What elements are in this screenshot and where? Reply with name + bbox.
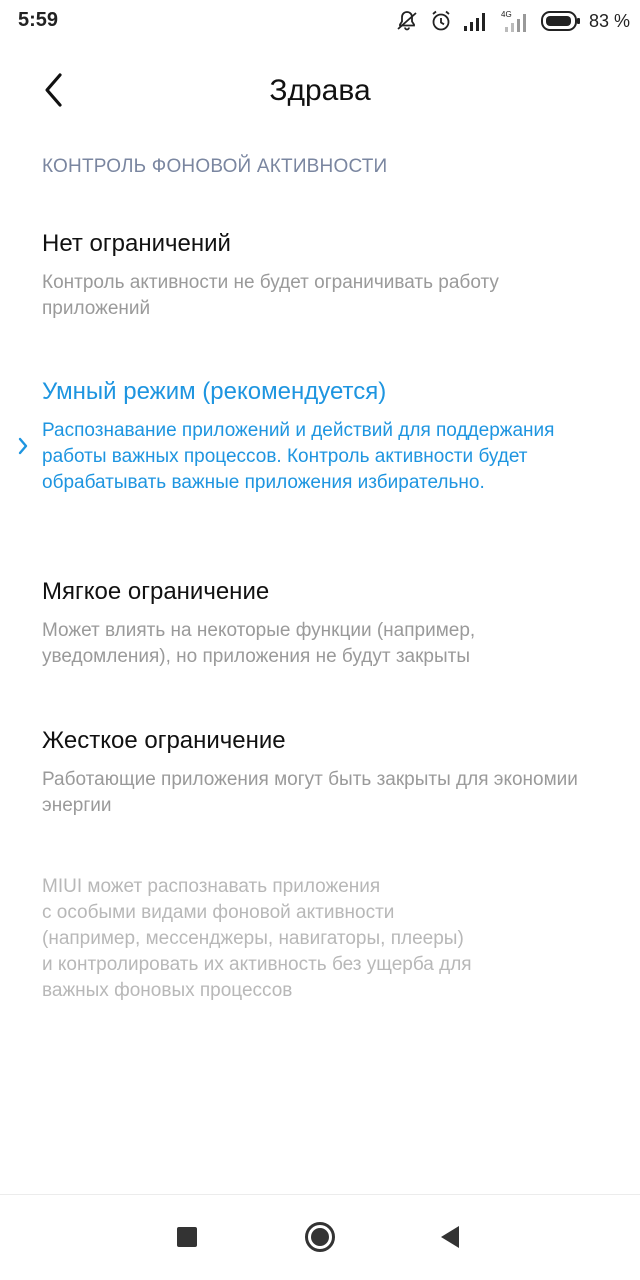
- status-icons: [395, 8, 630, 34]
- option-description: Контроль активности не будет ограничивать работу приложений: [42, 272, 499, 319]
- back-nav-button[interactable]: [428, 1217, 472, 1261]
- back-triangle-icon: [439, 1225, 461, 1254]
- signal-icon: [463, 10, 489, 32]
- home-circle-icon: [304, 1221, 336, 1258]
- alarm-icon: [429, 9, 453, 33]
- option-smart-mode[interactable]: [0, 378, 640, 528]
- section-label: КОНТРОЛЬ ФОНОВОЙ АКТИВНОСТИ: [42, 156, 388, 177]
- status-bar: [0, 0, 640, 44]
- signal-4g-icon: [499, 9, 531, 33]
- option-title: Жесткое ограничение: [42, 727, 286, 754]
- nav-bar: [0, 1195, 640, 1280]
- option-title: Мягкое ограничение: [42, 578, 270, 605]
- status-time: 5:59: [18, 9, 59, 31]
- mute-notifications-icon: [395, 9, 419, 33]
- recents-square-icon: [176, 1226, 198, 1253]
- option-strict-restriction[interactable]: [0, 727, 640, 827]
- battery-percent: 83 %: [588, 10, 630, 31]
- option-description: Может влиять на некоторые функции (например, уведомления), но приложения не будут закрыты: [42, 620, 476, 667]
- footer-note: MIUI может распознавать приложения с особыми видами фоновой активности (например, мессенджеры, навигаторы, плееры) и контролировать их активность без ущерба для важных фоновых процессов: [42, 876, 472, 1001]
- battery-icon: [541, 10, 581, 32]
- recents-button[interactable]: [165, 1217, 209, 1261]
- option-description: Распознавание приложений и действий для поддержания работы важных процессов. Контроль активности будет обрабатывать важные приложения избирательно.: [42, 420, 555, 493]
- option-description: Работающие приложения могут быть закрыты для экономии энергии: [42, 769, 578, 816]
- network-type-label: 4G: [500, 10, 512, 19]
- page-title: Здрава: [269, 74, 371, 107]
- option-title: Умный режим (рекомендуется): [42, 378, 387, 405]
- option-title: Нет ограничений: [42, 230, 231, 257]
- home-button[interactable]: [298, 1217, 342, 1261]
- selected-chevron-icon: [16, 435, 30, 457]
- header: [0, 60, 640, 124]
- option-soft-restriction[interactable]: [0, 578, 640, 678]
- option-no-restrictions[interactable]: [0, 230, 640, 330]
